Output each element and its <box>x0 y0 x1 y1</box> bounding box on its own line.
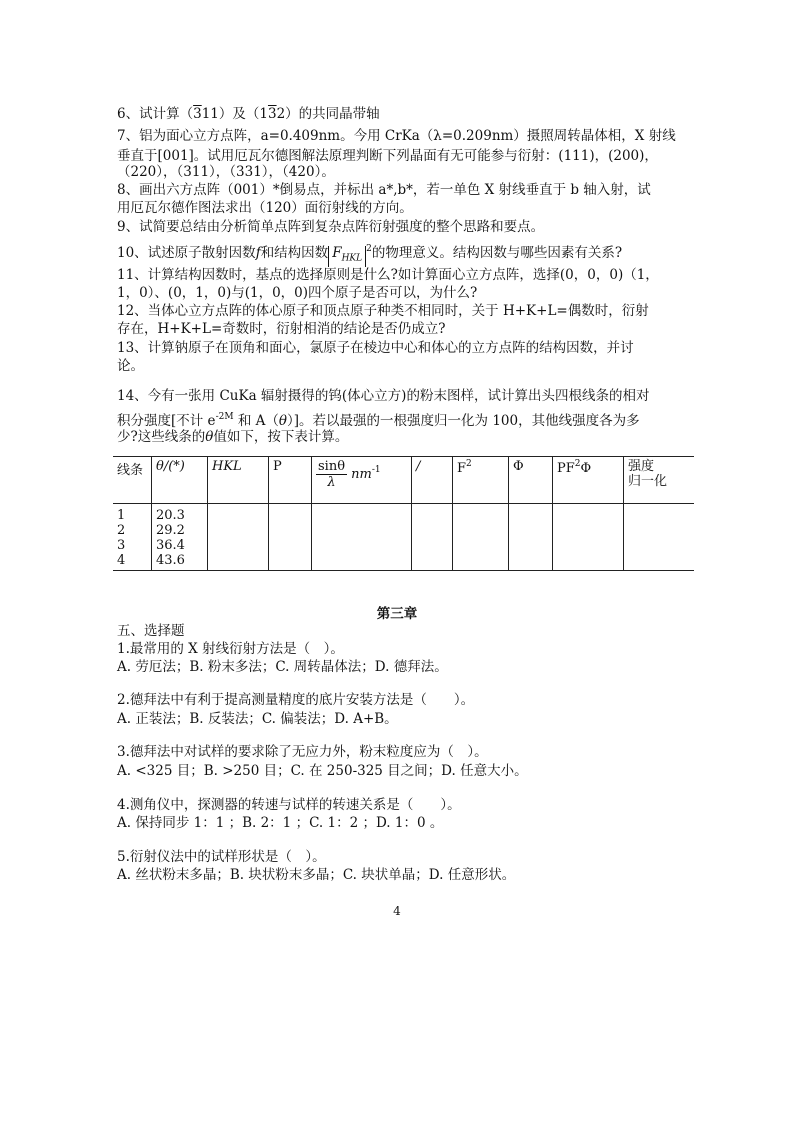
mc-question-4: 4.测角仪中，探测器的转速与试样的转速关系是（ ）。 <box>117 797 461 813</box>
question-14-line-2: 积分强度[不计 $e^{-2M}$ 和 A（θ）]。若以最强的一根强度归一化为 100，其他线强度各为多 <box>117 412 640 429</box>
mc-question-3: 3.德拜法中对试样的要求除了无应力外，粉末粒度应为（ ）。 <box>117 744 488 760</box>
mc-question-5: 5.衍射仪法中的试样形状是（ ）。 <box>117 849 326 865</box>
mc-options-5: A. 丝状粉末多晶；B. 块状粉末多晶；C. 块状单晶；D. 任意形状。 <box>117 867 516 883</box>
question-11-line-2: 1，0）、(0，1，0)与(1，0，0)四个原子是否可以，为什么? <box>117 285 478 301</box>
question-13-line-1: 13、计算钠原子在顶角和面心，氯原子在棱边中心和体心的立方点阵的结构因数，并讨 <box>117 340 634 356</box>
col-sin-theta-over-lambda: $\frac{\sin\theta}{\lambda}$ $nm^{-1}$ <box>312 457 412 504</box>
question-13-line-2: 论。 <box>117 358 144 374</box>
question-7-line-3: （220），（311），（331），（420）。 <box>117 164 335 180</box>
question-7-line-2: 垂直于[001]。试用厄瓦尔德图解法原理判断下列晶面有无可能参与衍射：(111)，(200)， <box>117 148 658 164</box>
question-14-line-1: 14、今有一张用 CuKa 辐射摄得的钨(体心立方)的粉末图样，试计算出头四根线条的相对 <box>117 388 650 404</box>
question-12-line-2: 存在，H+K+L=奇数时，衍射相消的结论是否仍成立? <box>117 321 446 337</box>
question-8-line-1: 8、画出六方点阵（001）*倒易点，并标出 a*,b*，若一单色 X 射线垂直于 b 轴入射，试 <box>117 182 651 198</box>
question-11-line-1: 11、计算结构因数时，基点的选择原则是什么?如计算面心立方点阵，选择(0，0，0)（1， <box>117 267 659 283</box>
question-8-line-2: 用厄瓦尔德作图法求出（120）面衍射线的方向。 <box>117 200 413 216</box>
line-numbers-cell: 1 2 3 4 <box>113 504 152 571</box>
question-9: 9、试简要总结由分析简单点阵到复杂点阵衍射强度的整个思路和要点。 <box>117 219 545 235</box>
theta-values-cell: 20.3 29.2 36.4 43.6 <box>152 504 208 571</box>
overbar-digit: 3 <box>193 106 202 122</box>
intensity-table <box>113 456 694 571</box>
section-heading: 五、选择题 <box>117 623 185 639</box>
question-6: 6、试计算（311）及（132）的共同晶带轴 <box>117 106 380 122</box>
col-intensity: 强度 归一化 <box>624 457 695 504</box>
mc-options-2: A. 正装法；B. 反装法；C. 偏装法；D. A+B。 <box>117 711 398 727</box>
mc-question-1: 1.最常用的 X 射线衍射方法是（ ）。 <box>117 641 344 657</box>
overbar-digit: 3 <box>267 106 277 122</box>
page-number: 4 <box>393 904 401 918</box>
col-slash: / <box>412 457 453 504</box>
structure-factor-abs: $F_{HKL}$ <box>328 246 366 267</box>
table-row <box>113 504 694 571</box>
col-f2: $F^2$ <box>453 457 509 504</box>
col-line: 线条 <box>113 457 152 504</box>
col-phi: Φ <box>509 457 553 504</box>
mc-options-1: A. 劳厄法；B. 粉末多法；C. 周转晶体法；D. 德拜法。 <box>117 659 448 675</box>
question-14-line-3: 少?这些线条的θ值如下，按下表计算。 <box>117 429 349 445</box>
mc-question-2: 2.德拜法中有利于提高测量精度的底片安装方法是（ ）。 <box>117 692 475 708</box>
question-10: 10、试述原子散射因数f和结构因数 $F_{HKL}^2$的物理意义。结构因数与哪些因素有关系? <box>117 240 622 267</box>
mc-options-3: A. <325 目；B. >250 目；C. 在 250-325 目之间；D. 任意大小。 <box>117 763 528 779</box>
question-12-line-1: 12、当体心立方点阵的体心原子和顶点原子种类不相同时，关于 H+K+L=偶数时，衍射 <box>117 303 649 319</box>
col-theta: θ/(*) <box>152 457 208 504</box>
col-pf2phi: $PF^2\Phi$ <box>553 457 624 504</box>
chapter-title: 第三章 <box>376 606 418 622</box>
mc-options-4: A. 保持同步 1：1 ；B. 2：1 ；C. 1：2 ；D. 1：0 。 <box>117 815 444 831</box>
col-p: P <box>269 457 312 504</box>
question-7-line-1: 7、铝为面心立方点阵，a=0.409nm。今用 CrKa（λ=0.209nm）摄照周转晶体相，X 射线 <box>117 128 676 144</box>
col-hkl: HKL <box>208 457 269 504</box>
